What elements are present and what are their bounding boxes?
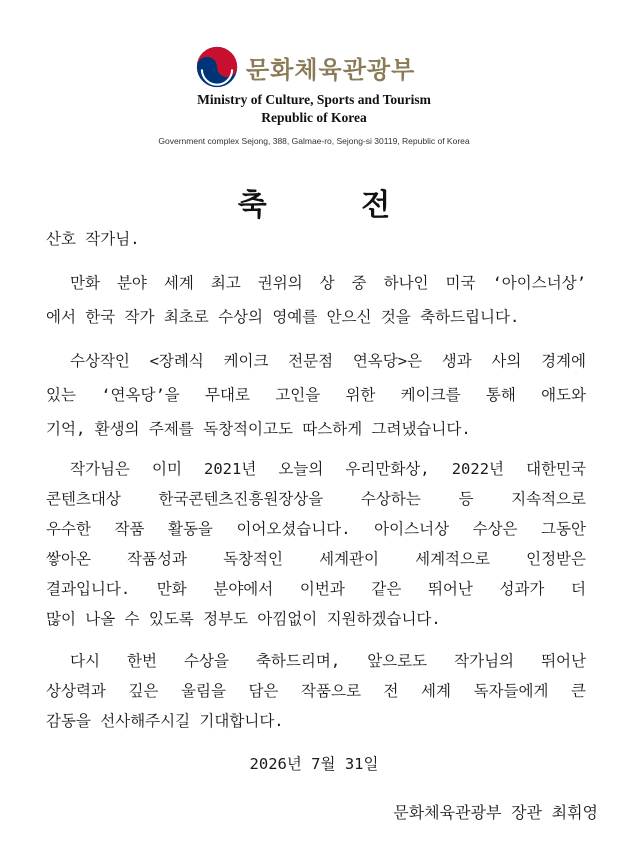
paragraph-line: 다시 한번 수상을 축하드리며, 앞으로도 작가님의 뛰어난	[70, 652, 586, 670]
paragraph-line: 쌓아온 작품성과 독창적인 세계관이 세계적으로 인정받은	[46, 550, 586, 568]
paragraph-line: 우수한 작품 활동을 이어오셨습니다. 아이스너상 수상은 그동안	[46, 520, 586, 538]
ministry-address: Government complex Sejong, 388, Galmae-ro, Sejong-si 30119, Republic of Korea	[158, 136, 470, 146]
paragraph-line: 있는 ‘연옥당’을 무대로 고인을 위한 케이크를 통해 애도와	[46, 386, 586, 404]
salutation	[46, 222, 586, 256]
paragraph-line: 기억, 환생의 주제를 독창적이고도 따스하게 그려냈습니다.	[46, 420, 471, 438]
paragraph-award-work	[46, 344, 586, 446]
paragraph-congratulation	[46, 266, 586, 334]
paragraph-line: 상상력과 깊은 울림을 담은 작품으로 전 세계 독자들에게 큰	[46, 682, 586, 700]
ministry-name-english: Ministry of Culture, Sports and Tourism	[197, 92, 431, 107]
paragraph-line: 작가님은 이미 2021년 오늘의 우리만화상, 2022년 대한민국	[70, 460, 586, 478]
paragraph-career	[46, 454, 586, 634]
paragraph-line: 만화 분야 세계 최고 권위의 상 중 하나인 미국 ‘아이스너상’	[70, 274, 586, 292]
country-name: Republic of Korea	[261, 110, 367, 125]
signature-line: 문화체육관광부 장관 최휘영	[393, 803, 598, 822]
paragraph-line: 수상작인 <장례식 케이크 전문점 연옥당>은 생과 사의 경계에	[70, 352, 586, 370]
document-title: 축 전	[237, 188, 433, 223]
paragraph-line: 감동을 선사해주시길 기대합니다.	[46, 712, 284, 730]
salutation-line: 산호 작가님.	[46, 230, 140, 248]
taegeuk-emblem-icon	[196, 46, 238, 88]
paragraph-line: 결과입니다. 만화 분야에서 이번과 같은 뛰어난 성과가 더	[46, 580, 586, 598]
paragraph-line: 콘텐츠대상 한국콘텐츠진흥원장상을 수상하는 등 지속적으로	[46, 490, 586, 508]
ministry-logo	[196, 42, 415, 92]
paragraph-line: 많이 나올 수 있도록 정부도 아낌없이 지원하겠습니다.	[46, 610, 441, 628]
document-date: 2026년 7월 31일	[249, 755, 379, 773]
ministry-name-korean: 문화체육관광부	[246, 55, 416, 84]
paragraph-line: 에서 한국 작가 최초로 수상의 영예를 안으신 것을 축하드립니다.	[46, 308, 520, 326]
paragraph-closing	[46, 646, 586, 736]
